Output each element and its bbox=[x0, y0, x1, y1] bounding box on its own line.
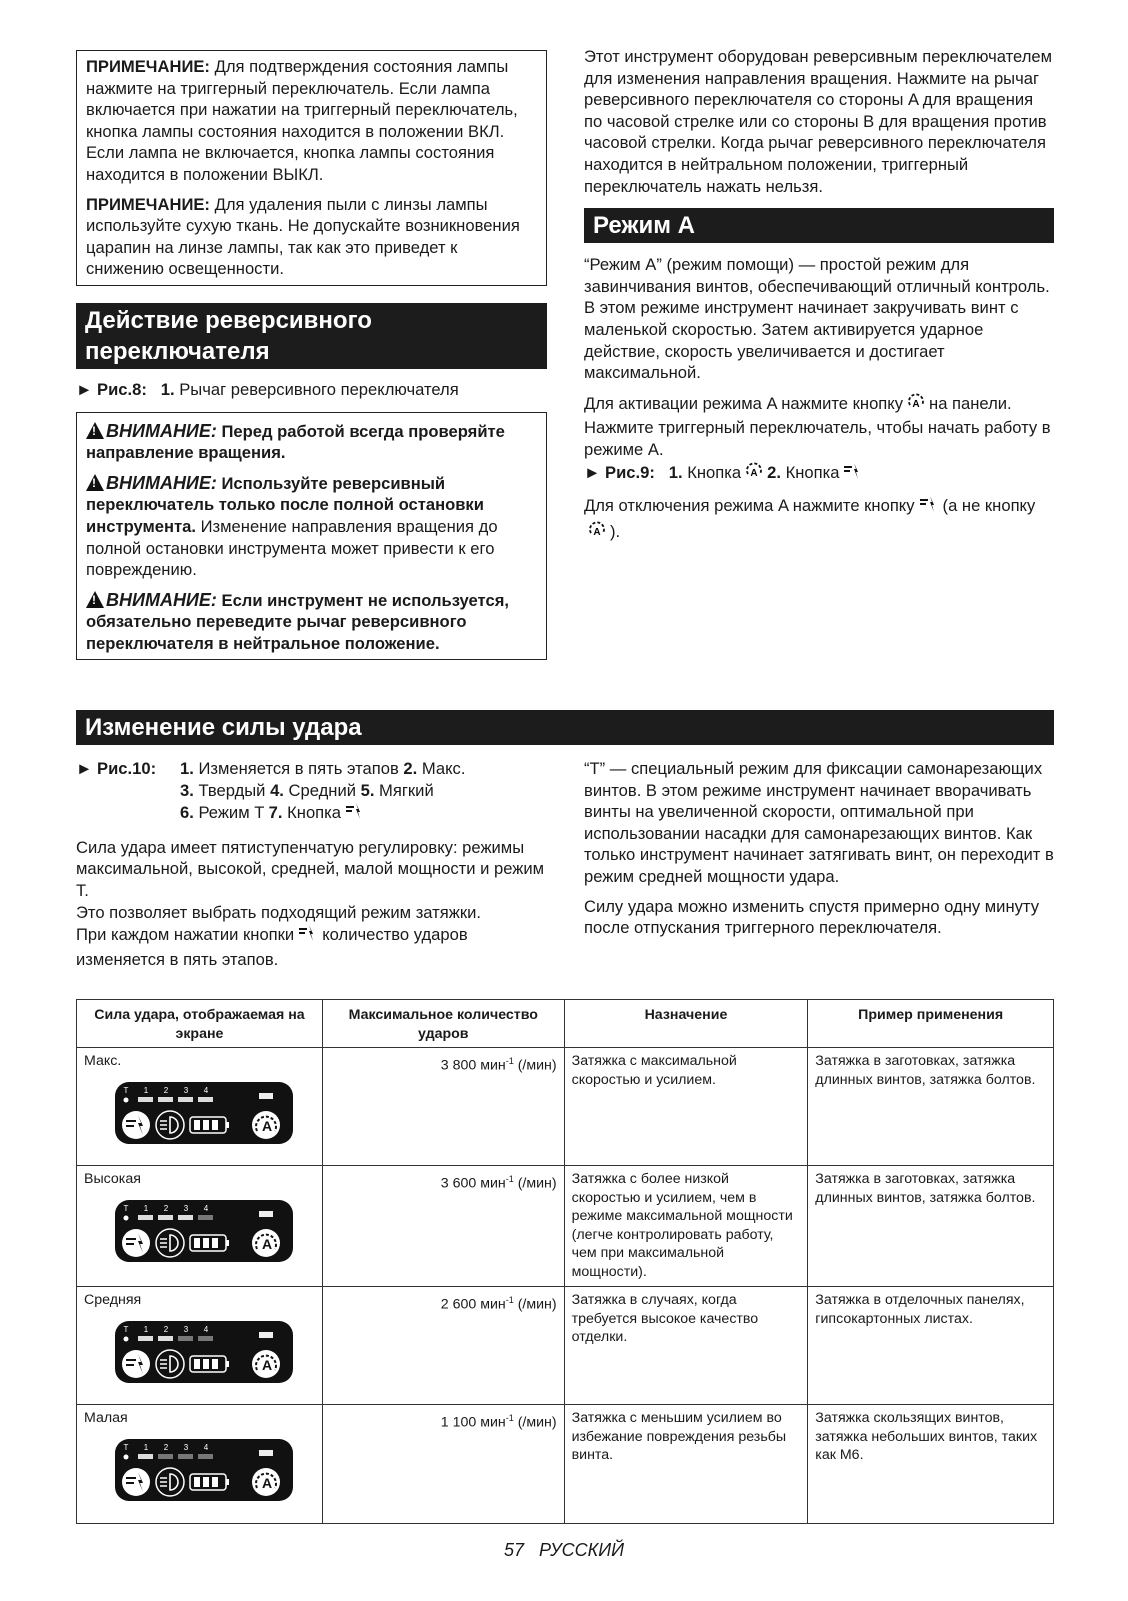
svg-text:A: A bbox=[912, 398, 920, 410]
panel-label: 1 bbox=[143, 1085, 149, 1095]
rate-unit: (/мин) bbox=[513, 1175, 557, 1192]
table-row bbox=[77, 1287, 1054, 1405]
purpose-cell: Затяжка с меньшим усилием во избежание повреждения резьбы винта. bbox=[564, 1405, 808, 1524]
control-panel-illustration bbox=[114, 1438, 294, 1502]
max-impact-rate bbox=[322, 1048, 564, 1166]
rate-superscript: -1 bbox=[505, 1413, 514, 1423]
battery-tip bbox=[226, 1240, 229, 1246]
mode-a-deactivate bbox=[584, 494, 1054, 545]
purpose-cell: Затяжка в случаях, когда требуется высокое качество отделки. bbox=[564, 1287, 808, 1405]
impact-level-cell bbox=[77, 1405, 323, 1524]
note-1 bbox=[86, 56, 538, 186]
page-language: РУССКИЙ bbox=[538, 1540, 625, 1560]
rate-superscript: -1 bbox=[505, 1174, 514, 1184]
impact-force-icon bbox=[344, 801, 366, 827]
panel-label: 1 bbox=[143, 1442, 149, 1452]
impact-table bbox=[76, 999, 1054, 1524]
example-cell: Затяжка в заготовках, затяжка длинных винтов, затяжка болтов. bbox=[808, 1166, 1054, 1287]
mode-led bbox=[259, 1093, 273, 1099]
warning-icon bbox=[86, 591, 104, 608]
panel-label: 2 bbox=[163, 1324, 169, 1334]
battery-bar bbox=[203, 1477, 209, 1487]
panel-label: T bbox=[123, 1085, 129, 1095]
example-cell: Затяжка в заготовках, затяжка длинных винтов, затяжка болтов. bbox=[808, 1048, 1054, 1166]
battery-bar bbox=[203, 1359, 209, 1369]
warning-text: Изменение направления вращения до полной остановки инструмента может привести к его повреждению. bbox=[86, 516, 498, 580]
battery-bar bbox=[194, 1120, 200, 1130]
example-cell: Затяжка в отделочных панелях, гипсокартонных листах. bbox=[808, 1287, 1054, 1405]
impact-led bbox=[198, 1097, 213, 1102]
warning-label: ВНИМАНИЕ: bbox=[106, 472, 217, 493]
impact-led bbox=[198, 1454, 213, 1459]
warning-2 bbox=[86, 472, 538, 581]
section-title-reverse: Действие реверсивного переключателя bbox=[76, 303, 547, 369]
warning-label: ВНИМАНИЕ: bbox=[106, 589, 217, 610]
panel-label: 4 bbox=[203, 1442, 209, 1452]
impact-level: Высокая bbox=[84, 1171, 141, 1187]
section-title-mode-a: Режим A bbox=[584, 208, 1054, 243]
svg-text:A: A bbox=[750, 467, 758, 479]
control-panel-illustration bbox=[114, 1081, 294, 1145]
assist-mode-letter: A bbox=[261, 1474, 273, 1491]
table-row bbox=[77, 1405, 1054, 1524]
figure-reference-10 bbox=[76, 758, 547, 827]
panel-label: T bbox=[123, 1442, 129, 1452]
column-header: Максимальное количество ударов bbox=[322, 1000, 564, 1048]
panel-label: 4 bbox=[203, 1203, 209, 1213]
indicator-dot bbox=[124, 1454, 129, 1459]
impact-led bbox=[138, 1215, 153, 1220]
impact-led bbox=[158, 1097, 173, 1102]
warning-icon bbox=[86, 474, 104, 491]
battery-bar bbox=[212, 1238, 218, 1248]
figure-reference-9 bbox=[584, 461, 1054, 487]
impact-led bbox=[138, 1454, 153, 1459]
assist-mode-letter: A bbox=[261, 1356, 273, 1373]
battery-bar bbox=[212, 1359, 218, 1369]
panel-label: 3 bbox=[183, 1442, 189, 1452]
rate-unit: (/мин) bbox=[513, 1296, 557, 1313]
warning-1 bbox=[86, 420, 538, 464]
assist-mode-a-icon bbox=[906, 392, 926, 418]
fig10-captions bbox=[180, 758, 465, 827]
impact-led bbox=[198, 1336, 213, 1341]
column-header: Пример применения bbox=[808, 1000, 1054, 1048]
fig-num: 4. bbox=[270, 780, 284, 800]
assist-mode-a-icon bbox=[587, 520, 607, 546]
table-row bbox=[77, 1048, 1054, 1166]
mode-led bbox=[259, 1450, 273, 1456]
mode-a-activate bbox=[584, 392, 1054, 461]
fig-num: 1. bbox=[160, 379, 175, 399]
svg-text:A: A bbox=[593, 526, 601, 538]
fig-caption: Изменяется в пять этапов bbox=[193, 759, 404, 778]
impact-paragraph-2: Это позволяет выбрать подходящий режим затяжки. bbox=[76, 902, 481, 922]
control-panel-illustration bbox=[114, 1199, 294, 1263]
battery-bar bbox=[194, 1477, 200, 1487]
table-row bbox=[77, 1166, 1054, 1287]
control-panel-illustration bbox=[114, 1320, 294, 1384]
warning-text-bold: Если инструмент не используется, обязательно переведите рычаг реверсивного переключателя в нейтральное положение. bbox=[86, 590, 509, 653]
impact-led bbox=[138, 1097, 153, 1102]
fig-caption: Мягкий bbox=[374, 780, 434, 800]
panel-label: 1 bbox=[143, 1324, 149, 1334]
impact-level: Макс. bbox=[84, 1053, 122, 1069]
impact-led bbox=[178, 1454, 193, 1459]
text: Для отключения режима A нажмите кнопку bbox=[584, 496, 915, 516]
mode-led bbox=[259, 1211, 273, 1217]
text: (а не кнопку bbox=[942, 496, 1036, 516]
rate-value: 2 600 мин bbox=[440, 1296, 506, 1313]
rate-unit: (/мин) bbox=[513, 1414, 557, 1431]
section-title-impact: Изменение силы удара bbox=[76, 710, 1054, 745]
fig-caption: Твердый bbox=[193, 780, 271, 800]
battery-tip bbox=[226, 1479, 229, 1485]
warning-text-bold: Используйте реверсивный переключатель только после полной остановки инструмента. bbox=[86, 473, 484, 536]
impact-level-cell bbox=[77, 1287, 323, 1405]
note-box bbox=[76, 50, 547, 286]
panel-label: 4 bbox=[203, 1324, 209, 1334]
indicator-dot bbox=[124, 1336, 129, 1341]
panel-label: 3 bbox=[183, 1324, 189, 1334]
fig-ref: ► Рис.8: bbox=[76, 379, 147, 399]
fig-ref: ► Рис.9: bbox=[584, 462, 655, 482]
fig-num: 6. bbox=[180, 803, 194, 823]
panel-label: 3 bbox=[183, 1085, 189, 1095]
impact-led bbox=[138, 1336, 153, 1341]
panel-label: T bbox=[123, 1203, 129, 1213]
impact-force-icon bbox=[297, 923, 319, 949]
warning-3 bbox=[86, 589, 538, 655]
text: Для активации режима A нажмите кнопку bbox=[584, 393, 904, 413]
t-mode-description: “T” — специальный режим для фиксации самонарезающих винтов. В этом режиме инструмент начинает вворачивать винты на увеличенной скорости, оптимальной при использовании насадки для самонарезающих винтов. Как только инструмент начинает затягивать винт, он переходит в режим средней мощности удара. bbox=[584, 759, 1054, 886]
warning-label: ВНИМАНИЕ: bbox=[106, 420, 217, 441]
fig-caption: Кнопка bbox=[780, 462, 840, 482]
column-header: Назначение bbox=[564, 1000, 808, 1048]
max-impact-rate bbox=[322, 1405, 564, 1524]
max-impact-rate bbox=[322, 1287, 564, 1405]
rate-unit: (/мин) bbox=[513, 1057, 557, 1074]
text: При каждом нажатии кнопки bbox=[76, 925, 295, 945]
fig-num: 3. bbox=[180, 780, 194, 800]
fig-caption: Режим T bbox=[193, 803, 269, 823]
assist-mode-letter: A bbox=[261, 1117, 273, 1134]
battery-tip bbox=[226, 1122, 229, 1128]
impact-level-cell bbox=[77, 1048, 323, 1166]
text: ). bbox=[610, 521, 621, 541]
fig-ref: ► Рис.10: bbox=[76, 759, 157, 778]
indicator-dot bbox=[124, 1215, 129, 1220]
impact-led bbox=[178, 1336, 193, 1341]
page-footer bbox=[0, 1540, 1128, 1562]
fig-num: 1. bbox=[180, 759, 194, 778]
panel-label: 2 bbox=[163, 1085, 169, 1095]
rate-value: 3 600 мин bbox=[440, 1175, 506, 1192]
fig-caption: Кнопка bbox=[682, 462, 742, 482]
column-header: Сила удара, отображаемая на экране bbox=[77, 1000, 323, 1048]
mode-led bbox=[259, 1332, 273, 1338]
impact-left bbox=[76, 758, 547, 970]
note-2 bbox=[86, 194, 538, 280]
impact-led bbox=[158, 1336, 173, 1341]
rate-value: 1 100 мин bbox=[440, 1414, 506, 1431]
battery-bar bbox=[203, 1238, 209, 1248]
impact-change-note: Силу удара можно изменить спустя примерно одну минуту после отпускания триггерного переключателя. bbox=[584, 896, 1039, 938]
indicator-dot bbox=[124, 1097, 129, 1102]
battery-bar bbox=[212, 1477, 218, 1487]
note-text: Для удаления пыли с линзы лампы используйте сухую ткань. Не допускайте возникновения царапин на линзе лампы, так как это приведет к снижению освещенности. bbox=[86, 194, 520, 279]
reverse-description: Этот инструмент оборудован реверсивным переключателем для изменения направления вращения. Нажмите на рычаг реверсивного переключателя со стороны A для вращения по часовой стрелке или со стороны B для вращения против часовой стрелки. Когда рычаг реверсивного переключателя находится в нейтральном положении, триггерный переключатель нажать нельзя. bbox=[584, 47, 1053, 196]
panel-label: 2 bbox=[163, 1442, 169, 1452]
impact-led bbox=[198, 1215, 213, 1220]
rate-superscript: -1 bbox=[505, 1056, 514, 1066]
fig-num: 2. bbox=[767, 462, 781, 482]
mode-a-description: В этом режиме инструмент начинает закручивать винт с маленькой скоростью. Затем активируется ударное действие, скорость увеличивается и достигает максимальной. bbox=[584, 298, 1019, 383]
fig-num: 7. bbox=[268, 803, 283, 823]
purpose-cell: Затяжка с максимальной скоростью и усилием. bbox=[564, 1048, 808, 1166]
left-column bbox=[76, 50, 547, 660]
impact-level-cell bbox=[77, 1166, 323, 1287]
table-header-row bbox=[77, 1000, 1054, 1048]
battery-bar bbox=[194, 1238, 200, 1248]
note-label: ПРИМЕЧАНИЕ: bbox=[86, 57, 210, 76]
assist-mode-letter: A bbox=[261, 1235, 273, 1252]
impact-force-icon bbox=[918, 494, 940, 520]
assist-mode-a-icon bbox=[744, 461, 764, 487]
panel-label: 2 bbox=[163, 1203, 169, 1213]
mode-a-intro: “Режим A” (режим помощи) — простой режим для завинчивания винтов, обеспечивающий отличный контроль. bbox=[584, 255, 1050, 296]
panel-label: 3 bbox=[183, 1203, 189, 1213]
panel-label: 1 bbox=[143, 1203, 149, 1213]
figure-reference-8 bbox=[76, 379, 547, 401]
battery-tip bbox=[226, 1361, 229, 1367]
panel-label: 4 bbox=[203, 1085, 209, 1095]
example-cell: Затяжка скользящих винтов, затяжка небольших винтов, таких как M6. bbox=[808, 1405, 1054, 1524]
warning-text-bold: Перед работой всегда проверяйте направление вращения. bbox=[86, 421, 505, 463]
impact-right bbox=[584, 758, 1054, 939]
impact-led bbox=[158, 1454, 173, 1459]
impact-force-icon bbox=[842, 461, 864, 487]
fig-num: 2. bbox=[403, 759, 418, 778]
battery-bar bbox=[203, 1120, 209, 1130]
text: количество ударов изменяется в пять этапов. bbox=[76, 925, 468, 969]
purpose-cell: Затяжка с более низкой скоростью и усилием, чем в режиме максимальной мощности (легче контролировать работу, чем при максимальной мощности). bbox=[564, 1166, 808, 1287]
impact-paragraph-1: Сила удара имеет пятиступенчатую регулировку: режимы максимальной, высокой, средней, малой мощности и режим T. bbox=[76, 837, 545, 900]
warning-box bbox=[76, 412, 547, 661]
panel-label: T bbox=[123, 1324, 129, 1334]
text: на панели. Нажмите триггерный переключатель, чтобы начать работу в режиме A. bbox=[584, 393, 1051, 459]
fig-num: 5. bbox=[360, 780, 375, 800]
fig-caption: Макс. bbox=[417, 759, 466, 778]
fig-caption: Кнопка bbox=[282, 803, 342, 823]
impact-level: Малая bbox=[84, 1410, 128, 1426]
battery-bar bbox=[194, 1359, 200, 1369]
max-impact-rate bbox=[322, 1166, 564, 1287]
note-text: Для подтверждения состояния лампы нажмите на триггерный переключатель. Если лампа включается при нажатии на триггерный переключатель, кнопка лампы состояния находится в положении ВКЛ. Если лампа не включается, кнопка лампы состояния находится в положении ВЫКЛ. bbox=[86, 57, 518, 184]
right-column bbox=[584, 46, 1054, 545]
impact-led bbox=[178, 1215, 193, 1220]
rate-value: 3 800 мин bbox=[440, 1057, 506, 1074]
fig-caption: Рычаг реверсивного переключателя bbox=[174, 379, 459, 399]
warning-icon bbox=[86, 422, 104, 439]
impact-led bbox=[158, 1215, 173, 1220]
page-number: 57 bbox=[503, 1540, 524, 1560]
impact-paragraph-3 bbox=[76, 923, 547, 970]
impact-level: Средняя bbox=[84, 1292, 142, 1308]
rate-superscript: -1 bbox=[505, 1295, 514, 1305]
fig-caption: Средний bbox=[283, 780, 361, 800]
battery-bar bbox=[212, 1120, 218, 1130]
fig-num: 1. bbox=[668, 462, 683, 482]
note-label: ПРИМЕЧАНИЕ: bbox=[86, 194, 210, 214]
impact-led bbox=[178, 1097, 193, 1102]
